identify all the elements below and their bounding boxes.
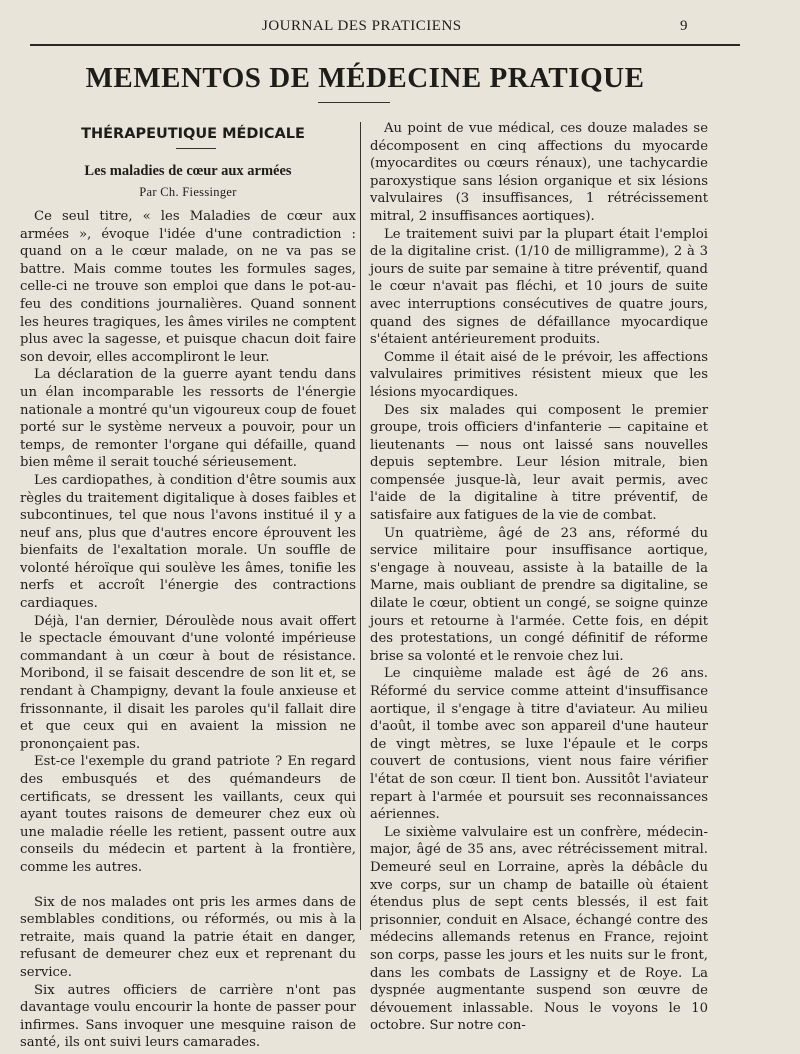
section-title: MEMENTOS DE MÉDECINE PRATIQUE [85,62,645,94]
paragraph: Le sixième valvulaire est un confrère, médecin-major, âgé de 35 ans, avec rétrécissement mitral. Demeuré seul en Lorraine, après la débâcle du xve corps, sur un champ de bataille où étaient étendus plus de sept cents blessés, il est fait prisonnier, conduit en Alsace, échangé contre des médecins allemands retenus en France, rejoint son corps, passe les jours et les nuits sur le front, dans les combats de Lassigny et de Roye. La dyspnée augmentante suspend son œuvre de dévouement inlassable. Nous le voyons le 10 octobre. Sur notre con- [370,824,708,1034]
paragraph: Le cinquième malade est âgé de 26 ans. Réformé du service comme atteint d'insuffisance aortique, il s'engage à titre d'aviateur. Au milieu d'août, il tombe avec son appareil d'une hauteur de vingt mètres, se luxe l'épaule et le corps couvert de contusions, vient nous faire vérifier l'état de son cœur. Il tient bon. Aussitôt l'aviateur repart à l'armée et poursuit ses reconnaissances aériennes. [370,666,708,823]
paragraph: Six de nos malades ont pris les armes dans de semblables conditions, ou réformés, ou mis à la retraite, mais quand la patrie était en danger, refusant de demeurer chez eux et reprenant du service. [20,894,356,980]
journal-title: JOURNAL DES PRATICIENS [262,18,462,34]
rubric-heading: THÉRAPEUTIQUE MÉDICALE [81,126,305,142]
paragraph: Déjà, l'an dernier, Déroulède nous avait offert le spectacle émouvant d'une volonté impérieuse commandant à un cœur à bout de résistance. Moribond, il se faisait descendre de son lit et, se rendant à Champigny, devant la foule anxieuse et frissonnante, il disait les paroles qu'il fallait dire et que ceux qui en avaient la mission ne prononçaient pas. [20,613,356,752]
paragraph: Est-ce l'exemple du grand patriote ? En regard des embusqués et des quémandeurs de certificats, se dressent les vaillants, ceux qui ayant toutes raisons de demeurer chez eux où une maladie réelle les retient, passent outre aux conseils du médecin et partent à la frontière, comme les autres. [20,754,356,875]
left-column [20,120,356,1052]
page-number: 9 [680,18,688,34]
column-divider [360,122,361,930]
paragraph: Les cardiopathes, à condition d'être soumis aux règles du traitement digitalique à doses faibles et subcontinues, tel que nous l'avons institué il y a neuf ans, plus que d'autres encore éprouvent les bienfaits de l'exaltation morale. Un souffle de volonté héroïque qui soulève les âmes, tonifie les nerfs et accroît l'énergie des contractions cardiaques. [20,472,356,612]
article-title: Les maladies de cœur aux armées [84,163,292,179]
paragraph: Ce seul titre, « les Maladies de cœur aux armées », évoque l'idée d'une contradiction : quand on a le cœur malade, on ne va pas se battre. Mais comme toutes les formules sages, celle-ci ne trouve son emploi que dans le pot-au-feu des conditions journalières. Quand sonnent les heures tragiques, les âmes viriles ne comptent plus avec la sagesse, et puisque chacun doit faire son devoir, elles accompliront le leur. [20,209,356,365]
paragraph: Un quatrième, âgé de 23 ans, réformé du service militaire pour insuffisance aortique, s'engage à nouveau, assiste à la bataille de la Marne, mais oubliant de prendre sa digitaline, se dilate le cœur, obtient un congé, se soigne quinze jours et retourne à l'armée. Cette fois, en dépit des protestations, un congé définitif de réforme brise sa volonté et le renvoie chez lui. [370,525,708,664]
paragraph: Des six malades qui composent le premier groupe, trois officiers d'infanterie — capitaine et lieutenants — nous ont laissé sans nouvelles depuis septembre. Leur lésion mitrale, bien compensée jusque-là, leur avait permis, avec l'aide de la digitaline à titre préventif, de satisfaire aux fatigues de la vie de combat. [370,402,708,524]
title-rule [318,102,390,103]
right-column [370,120,708,1035]
header-rule [30,44,740,46]
left-column-text [20,208,356,1052]
paragraph: Au point de vue médical, ces douze malades se décomposent en cinq affections du myocarde (myocardites ou cœurs rénaux), une tachycardie paroxystique sans lésion organique et six lésions valvulaires (3 insuffisances, 1 rétrécissement mitral, 2 insuffisances aortiques). [370,121,708,224]
paragraph: Comme il était aisé de le prévoir, les affections valvulaires primitives résistent mieux que les lésions myocardiques. [370,349,708,400]
running-head [0,18,800,38]
rubric-rule [176,148,216,149]
right-column-text [370,120,708,1035]
article-byline: Par Ch. Fiessinger [139,185,237,199]
paragraph: Six autres officiers de carrière n'ont pas davantage voulu encourir la honte de passer pour infirmes. Sans invoquer une mesquine raison de santé, ils ont suivi leurs camarades. [20,982,356,1051]
paragraph: La déclaration de la guerre ayant tendu dans un élan incomparable les ressorts de l'énergie nationale a montré qu'un vigoureux coup de fouet porté sur le système nerveux a pouvoir, pour un temps, de remonter l'organe qui défaille, quand bien même il serait touché sérieusement. [20,367,356,471]
paragraph: Le traitement suivi par la plupart était l'emploi de la digitaline crist. (1/10 de milligramme), 2 à 3 jours de suite par semaine à titre préventif, quand le cœur n'avait pas fléchi, et 10 jours de suite avec interruptions consécutives de quatre jours, quand des signes de défaillance myocardique s'étaient antérieurement produits. [370,226,708,348]
